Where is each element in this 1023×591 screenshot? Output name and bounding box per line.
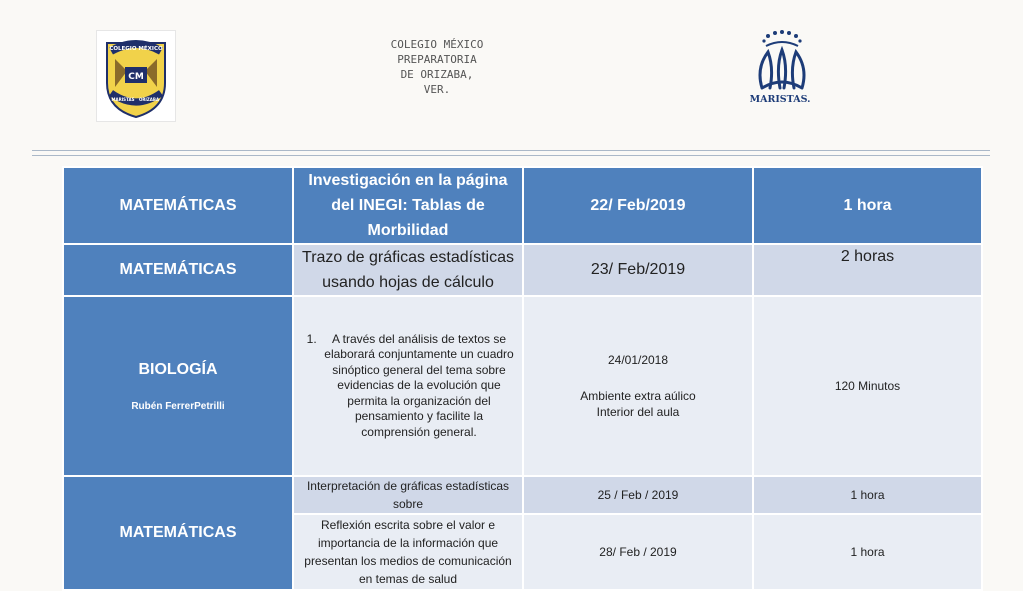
- duration-cell: 120 Minutos: [753, 296, 982, 476]
- activity-cell: [293, 296, 523, 476]
- school-line: VER.: [423, 83, 451, 96]
- subject-cell: MATEMÁTICAS: [63, 167, 293, 244]
- activity-cell: Reflexión escrita sobre el valor e importancia de la información que presentan los medios de comunicación en temas de salud: [293, 514, 523, 590]
- duration-cell: 1 hora: [753, 476, 982, 514]
- date-cell: [523, 296, 753, 476]
- table-row: [63, 476, 982, 514]
- subject-label: BIOLOGÍA: [138, 360, 218, 378]
- header-divider: [32, 150, 990, 156]
- schedule-table: [62, 166, 983, 591]
- school-line: COLEGIO MÉXICO: [390, 38, 484, 51]
- activity-steps: [298, 332, 518, 441]
- place-line: Ambiente extra aúlico: [580, 389, 696, 403]
- table-row: [63, 244, 982, 296]
- activity-step: 1. A través del análisis de textos se elaborará conjuntamente un cuadro sinóptico general del tema sobre evidencias de la evolución que permita la organización del pensamiento y facilite la comprensión general.: [320, 332, 518, 441]
- table-row: [63, 296, 982, 476]
- activity-cell: Interpretación de gráficas estadísticas sobre: [293, 476, 523, 514]
- date-cell: 22/ Feb/2019: [523, 167, 753, 244]
- subject-cell: MATEMÁTICAS: [63, 244, 293, 296]
- subject-cell: [63, 296, 293, 476]
- activity-cell: Investigación en la página del INEGI: Tablas de Morbilidad: [293, 167, 523, 244]
- date-cell: 25 / Feb / 2019: [523, 476, 753, 514]
- activity-cell: Trazo de gráficas estadísticas usando hojas de cálculo: [293, 244, 523, 296]
- colegio-mexico-logo: [96, 30, 176, 122]
- crest-bottom-left-text: MARISTAS: [111, 97, 135, 102]
- date-cell: 28/ Feb / 2019: [523, 514, 753, 590]
- table-row: [63, 167, 982, 244]
- teacher-name: Rubén FerrerPetrilli: [131, 400, 225, 412]
- subject-cell: MATEMÁTICAS: [63, 476, 293, 590]
- duration-cell: 1 hora: [753, 167, 982, 244]
- maristas-wordmark: MARISTAS.: [749, 94, 811, 105]
- date-cell: 23/ Feb/2019: [523, 244, 753, 296]
- duration-cell: 1 hora: [753, 514, 982, 590]
- crest-initials: CM: [128, 72, 144, 82]
- date-value: 24/01/2018: [607, 353, 669, 367]
- crest-bottom-right-text: ORIZABA: [138, 97, 160, 102]
- maristas-logo: [742, 28, 818, 108]
- place-line: Interior del aula: [596, 405, 680, 419]
- school-line: PREPARATORIA: [397, 53, 477, 66]
- colegio-mexico-crest: [97, 31, 175, 121]
- crest-top-text: COLEGIO MÉXICO: [109, 46, 163, 52]
- school-line: DE ORIZABA,: [400, 68, 474, 81]
- duration-cell: 2 horas: [753, 244, 982, 296]
- maristas-emblem: [742, 28, 818, 108]
- school-name: [360, 37, 514, 97]
